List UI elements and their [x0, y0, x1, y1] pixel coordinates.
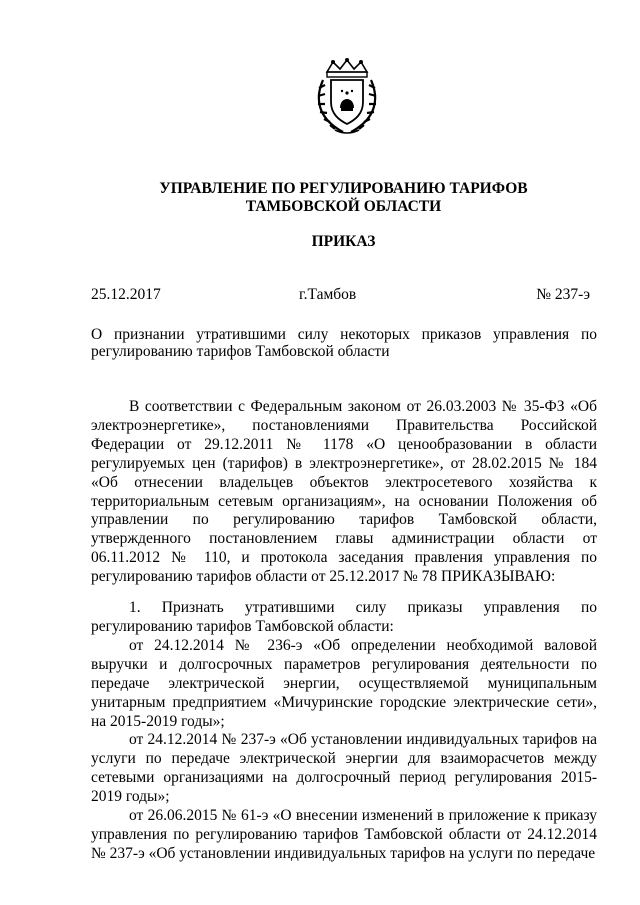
document-type: ПРИКАЗ — [311, 233, 376, 250]
document-date: 25.12.2017 — [91, 286, 161, 303]
org-title-line1: УПРАВЛЕНИЕ ПО РЕГУЛИРОВАНИЮ ТАРИФОВ — [159, 180, 528, 197]
document-subject: О признании утратившими силу некоторых приказов управления по регулированию тарифов Тамбовской области — [91, 326, 597, 360]
document-body — [91, 398, 597, 864]
org-title-line2: ТАМБОВСКОЙ ОБЛАСТИ — [245, 198, 442, 215]
sub-item-3: от 26.06.2015 № 61-э «О внесении изменений в приложение к приказу управления по регулированию тарифов Тамбовской области от 24.12.2014 № 237-э «Об установлении индивидуальных тарифов на услуги по передаче — [91, 807, 597, 862]
preamble-paragraph: В соответствии с Федеральным законом от 26.03.2003 № 35-ФЗ «Об электроэнергетике», постановлениями Правительства Российской Федерации от 29.12.2011 № 1178 «О ценообразовании в области регулируемых цен (тарифов) в электроэнергетике», от 28.02.2015 № 184 «Об отнесении владельцев объектов электросетевого хозяйства к территориальным сетевым организациям», на основании Положения об управлении по регулированию тарифов Тамбовской области, утвержденного постановлением главы администрации области от 06.11.2012 № 110, и протокола заседания правления управления по регулированию тарифов области от 25.12.2017 № 78 ПРИКАЗЫВАЮ: — [91, 398, 597, 586]
document-city: г.Тамбов — [299, 286, 357, 303]
document-number: № 237-э — [536, 286, 590, 303]
sub-item-2: от 24.12.2014 № 237-э «Об установлении индивидуальных тарифов на услуги по передаче электрической энергии для взаиморасчетов между сетевыми организациями на долгосрочный период регулирования 2015-2019 годы»; — [91, 731, 597, 806]
sub-item-1: от 24.12.2014 № 236-э «Об определении необходимой валовой выручки и долгосрочных параметров регулирования деятельности по передаче электрической энергии, осуществляемой муниципальным унитарным предприятием «Мичуринские городские электрические сети», на 2015-2019 годы»; — [91, 636, 597, 730]
coat-of-arms-icon — [313, 58, 381, 136]
item-1-paragraph: 1. Признать утратившими силу приказы управления по регулированию тарифов Тамбовской области: — [91, 599, 597, 635]
